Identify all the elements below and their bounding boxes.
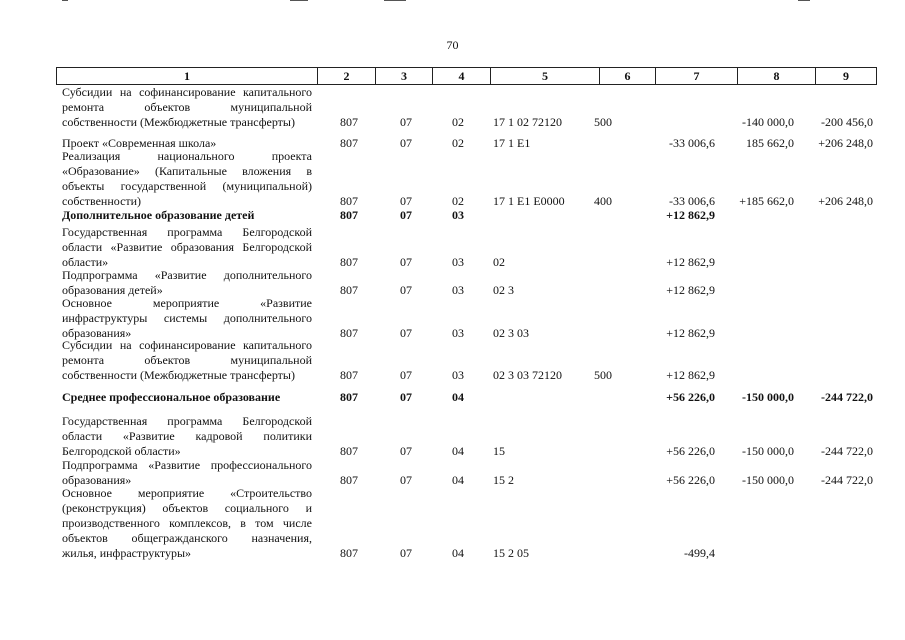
- row-description: [62, 296, 312, 341]
- row-description: [62, 390, 312, 405]
- ministry-code: 807: [340, 546, 358, 560]
- scan-mark: [62, 0, 68, 1]
- description-line: ремонта объектов муниципальной: [62, 100, 312, 114]
- row-description: [62, 486, 312, 561]
- section-code: 07: [400, 368, 412, 382]
- table-row: [0, 268, 905, 298]
- row-description: [62, 149, 312, 209]
- table-row: [0, 414, 905, 459]
- section-code: 07: [400, 390, 412, 404]
- scan-mark: [798, 0, 810, 1]
- subsection-code: 04: [452, 473, 464, 487]
- description-line: области»: [62, 255, 109, 269]
- subsection-code: 03: [452, 368, 464, 382]
- page-number: 70: [446, 38, 459, 52]
- ministry-code: 807: [340, 368, 358, 382]
- section-code: 07: [400, 473, 412, 487]
- section-code: 07: [400, 326, 412, 340]
- target-article-code: 15 2 05: [493, 546, 529, 560]
- target-article-code: 02 3 03: [493, 326, 529, 340]
- row-description: [62, 208, 312, 223]
- subsection-code: 02: [452, 115, 464, 129]
- description-line: Реализация национального проекта: [62, 149, 312, 163]
- description-line: Основное мероприятие «Развитие: [62, 296, 312, 310]
- description-line: Проект «Современная школа»: [62, 136, 217, 150]
- expense-type-code: 500: [594, 115, 612, 129]
- amount-col-7: -33 006,6: [669, 194, 715, 208]
- subsection-code: 03: [452, 283, 464, 297]
- ministry-code: 807: [340, 444, 358, 458]
- description-line: Основное мероприятие «Строительство: [62, 486, 312, 500]
- subsection-code: 02: [452, 194, 464, 208]
- amount-col-9: +206 248,0: [818, 194, 873, 208]
- ministry-code: 807: [340, 255, 358, 269]
- table-row: [0, 149, 905, 209]
- amount-col-7: -33 006,6: [669, 136, 715, 150]
- description-line: производственного комплексов, в том числе: [62, 516, 312, 530]
- amount-col-9: -244 722,0: [821, 390, 873, 404]
- header-col-6: 6: [600, 68, 656, 84]
- subsection-code: 04: [452, 390, 464, 404]
- description-line: Белгородской области»: [62, 444, 181, 458]
- target-article-code: 02: [493, 255, 505, 269]
- ministry-code: 807: [340, 283, 358, 297]
- description-line: Субсидии на софинансирование капитального: [62, 338, 312, 352]
- amount-col-8: 185 662,0: [746, 136, 794, 150]
- table-row: [0, 458, 905, 488]
- amount-col-7: +12 862,9: [666, 368, 715, 382]
- section-code: 07: [400, 444, 412, 458]
- description-line: Подпрограмма «Развитие профессионального: [62, 458, 312, 472]
- amount-col-7: -499,4: [684, 546, 715, 560]
- scan-mark: [384, 0, 406, 1]
- description-line: (реконструкция) объектов социального и: [62, 501, 312, 515]
- amount-col-9: +206 248,0: [818, 136, 873, 150]
- row-description: [62, 268, 312, 298]
- description-line: образования детей»: [62, 283, 163, 297]
- header-col-2: 2: [318, 68, 376, 84]
- description-line: «Образование» (Капитальные вложения в: [62, 164, 312, 178]
- target-article-code: 02 3: [493, 283, 514, 297]
- target-article-code: 17 1 E1 E0000: [493, 194, 565, 208]
- row-description: [62, 458, 312, 488]
- description-line: собственности): [62, 194, 142, 208]
- section-code: 07: [400, 136, 412, 150]
- description-line: Подпрограмма «Развитие дополнительного: [62, 268, 312, 282]
- amount-col-7: +12 862,9: [666, 326, 715, 340]
- header-col-1: 1: [57, 68, 318, 84]
- description-line: объекты государственной (муниципальной): [62, 179, 312, 193]
- target-article-code: 17 1 E1: [493, 136, 531, 150]
- ministry-code: 807: [340, 136, 358, 150]
- header-col-5: 5: [491, 68, 600, 84]
- row-description: [62, 414, 312, 459]
- table-row: [0, 486, 905, 561]
- description-line: Среднее профессиональное образование: [62, 390, 281, 404]
- header-col-7: 7: [656, 68, 738, 84]
- amount-col-8: -150 000,0: [742, 390, 794, 404]
- amount-col-7: +12 862,9: [666, 208, 715, 222]
- table-row: [0, 208, 905, 223]
- amount-col-8: +185 662,0: [739, 194, 794, 208]
- table-row: [0, 225, 905, 270]
- row-description: [62, 338, 312, 383]
- ministry-code: 807: [340, 194, 358, 208]
- section-code: 07: [400, 283, 412, 297]
- amount-col-8: -140 000,0: [742, 115, 794, 129]
- expense-type-code: 400: [594, 194, 612, 208]
- section-code: 07: [400, 194, 412, 208]
- ministry-code: 807: [340, 473, 358, 487]
- target-article-code: 02 3 03 72120: [493, 368, 562, 382]
- table-row: [0, 85, 905, 130]
- scan-mark: [290, 0, 308, 1]
- subsection-code: 03: [452, 326, 464, 340]
- amount-col-7: +56 226,0: [666, 390, 715, 404]
- ministry-code: 807: [340, 326, 358, 340]
- header-col-8: 8: [738, 68, 816, 84]
- description-line: образования»: [62, 326, 132, 340]
- target-article-code: 15 2: [493, 473, 514, 487]
- description-line: Дополнительное образование детей: [62, 208, 255, 222]
- table-row: [0, 296, 905, 341]
- amount-col-9: -200 456,0: [821, 115, 873, 129]
- amount-col-9: -244 722,0: [821, 444, 873, 458]
- row-description: [62, 85, 312, 130]
- ministry-code: 807: [340, 208, 358, 222]
- amount-col-7: +12 862,9: [666, 255, 715, 269]
- header-col-4: 4: [433, 68, 491, 84]
- amount-col-8: -150 000,0: [742, 473, 794, 487]
- description-line: Субсидии на софинансирование капитального: [62, 85, 312, 99]
- description-line: собственности (Межбюджетные трансферты): [62, 115, 295, 129]
- target-article-code: 15: [493, 444, 505, 458]
- amount-col-7: +12 862,9: [666, 283, 715, 297]
- header-col-9: 9: [843, 69, 849, 83]
- subsection-code: 02: [452, 136, 464, 150]
- table-header: [56, 67, 877, 85]
- subsection-code: 03: [452, 208, 464, 222]
- table-row: [0, 390, 905, 405]
- target-article-code: 17 1 02 72120: [493, 115, 562, 129]
- ministry-code: 807: [340, 390, 358, 404]
- amount-col-9: -244 722,0: [821, 473, 873, 487]
- description-line: собственности (Межбюджетные трансферты): [62, 368, 295, 382]
- amount-col-8: -150 000,0: [742, 444, 794, 458]
- subsection-code: 03: [452, 255, 464, 269]
- subsection-code: 04: [452, 546, 464, 560]
- section-code: 07: [400, 115, 412, 129]
- description-line: Государственная программа Белгородской: [62, 225, 312, 239]
- description-line: области «Развитие образования Белгородской: [62, 240, 312, 254]
- subsection-code: 04: [452, 444, 464, 458]
- description-line: инфраструктуры системы дополнительного: [62, 311, 312, 325]
- section-code: 07: [400, 208, 412, 222]
- description-line: Государственная программа Белгородской: [62, 414, 312, 428]
- header-col-3: 3: [376, 68, 433, 84]
- row-description: [62, 225, 312, 270]
- amount-col-7: +56 226,0: [666, 473, 715, 487]
- expense-type-code: 500: [594, 368, 612, 382]
- description-line: жилья, инфраструктуры»: [62, 546, 192, 560]
- description-line: объектов общегражданского назначения,: [62, 531, 312, 545]
- description-line: образования»: [62, 473, 132, 487]
- amount-col-7: +56 226,0: [666, 444, 715, 458]
- section-code: 07: [400, 255, 412, 269]
- description-line: ремонта объектов муниципальной: [62, 353, 312, 367]
- description-line: области «Развитие кадровой политики: [62, 429, 312, 443]
- section-code: 07: [400, 546, 412, 560]
- ministry-code: 807: [340, 115, 358, 129]
- table-row: [0, 338, 905, 383]
